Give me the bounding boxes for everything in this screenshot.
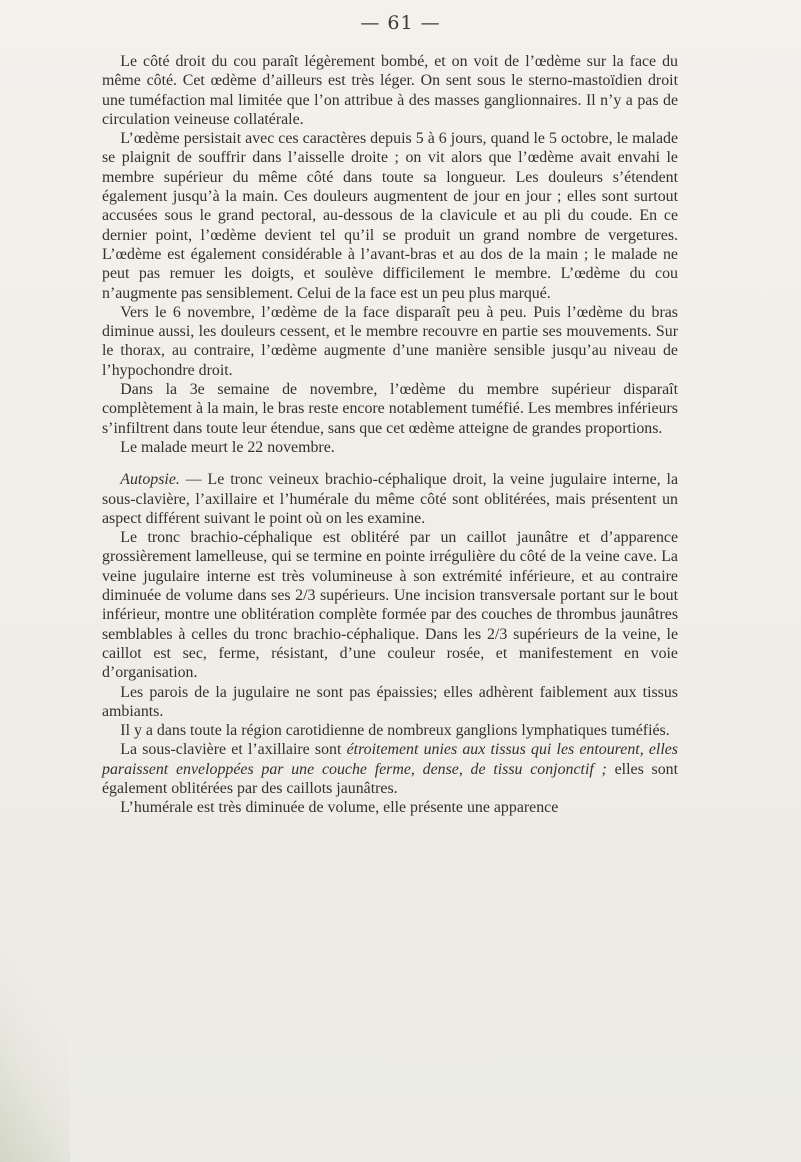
- paragraph-mixed: [102, 740, 678, 798]
- body-text: [102, 52, 678, 818]
- paragraph: Le côté droit du cou paraît légèrement bombé, et on voit de l’œdème sur la face du même côté. Cet œdème d’ailleurs est très léger. On sent sous le sterno-mastoïdien droit une tuméfaction mal limitée que l’on attribue à des masses ganglionnaires. Il n’y a pas de circulation veineuse collatérale.: [102, 53, 678, 128]
- autopsy-label: Autopsie.: [120, 471, 180, 489]
- paragraph: Dans la 3e semaine de novembre, l’œdème du membre supérieur disparaît complètement à la main, le bras reste encore notablement tuméfié. Les membres inférieurs s’infiltrent dans toute leur étendue, sans que cet œdème atteigne de grandes proportions.: [102, 381, 678, 437]
- paragraph: Il y a dans toute la région carotidienne de nombreux ganglions lymphatiques tuméfiés.: [120, 722, 670, 740]
- final-end: elles sont également oblitérées par des caillots jaunâtres.: [102, 760, 679, 797]
- final-italic: étroitement unies aux tissus qui les entourent, elles paraissent enveloppées par une couche ferme, dense, de tissu conjonctif ;: [102, 741, 678, 778]
- paragraph: L’œdème persistait avec ces caractères depuis 5 à 6 jours, quand le 5 octobre, le malade se plaignit de souffrir dans l’aisselle droite ; on vit alors que l’œdème avait envahi le membre supérieur du même côté dans toute sa longueur. Les douleurs s’étendent également jusqu’à la main. Ces douleurs augmentent de jour en jour ; elles sont surtout accusées sous le grand pectoral, au-dessous de la clavicule et au pli du coude. En ce dernier point, l’œdème devient tel qu’il se produit un grand nombre de vergetures. L’œdème est également considérable à l’avant-bras et au dos de la main ; le malade ne peut pas remuer les doigts, et soulève difficilement le membre. L’œdème du cou n’augmente pas sensiblement. Celui de la face est un peu plus marqué.: [102, 130, 678, 302]
- autopsy-text: — Le tronc veineux brachio-céphalique droit, la veine jugulaire interne, la sous-clavière, l’axillaire et l’humérale du même côté sont oblitérées, mais présentent un aspect différent suivant le point où on les examine.: [102, 471, 678, 527]
- paragraph: Le malade meurt le 22 novembre.: [120, 438, 335, 456]
- autopsy-paragraph: [102, 470, 678, 528]
- final-start: La sous-clavière et l’axillaire sont: [120, 741, 347, 759]
- paragraph: L’humérale est très diminuée de volume, elle présente une apparence: [120, 799, 559, 817]
- paragraph: Le tronc brachio-céphalique est oblitéré par un caillot jaunâtre et d’apparence grossièrement lamelleuse, qui se termine en pointe irrégulière du côté de la veine cave. La veine jugulaire interne est très volumineuse à son extrémité inférieure, et au contraire diminuée de volume dans ses 2/3 supérieurs. Une incision transversale portant sur le bout inférieur, montre une oblitération complète formée par des couches de thrombus jaunâtres semblables à celles du tronc brachio-céphalique. Dans les 2/3 supérieurs de la veine, le caillot est sec, ferme, résistant, d’une couleur rosée, et manifestement en voie d’organisation.: [102, 529, 678, 682]
- paragraph: Vers le 6 novembre, l’œdème de la face disparaît peu à peu. Puis l’œdème du bras diminue aussi, les douleurs cessent, et le membre recouvre en partie ses mouvements. Sur le thorax, au contraire, l’œdème augmente d’une manière sensible jusqu’au niveau de l’hypochondre droit.: [102, 303, 678, 379]
- page-number: — 61 —: [360, 12, 441, 34]
- page-shadow: [0, 922, 70, 1162]
- paragraph: Les parois de la jugulaire ne sont pas épaissies; elles adhèrent faiblement aux tissus ambiants.: [102, 683, 678, 720]
